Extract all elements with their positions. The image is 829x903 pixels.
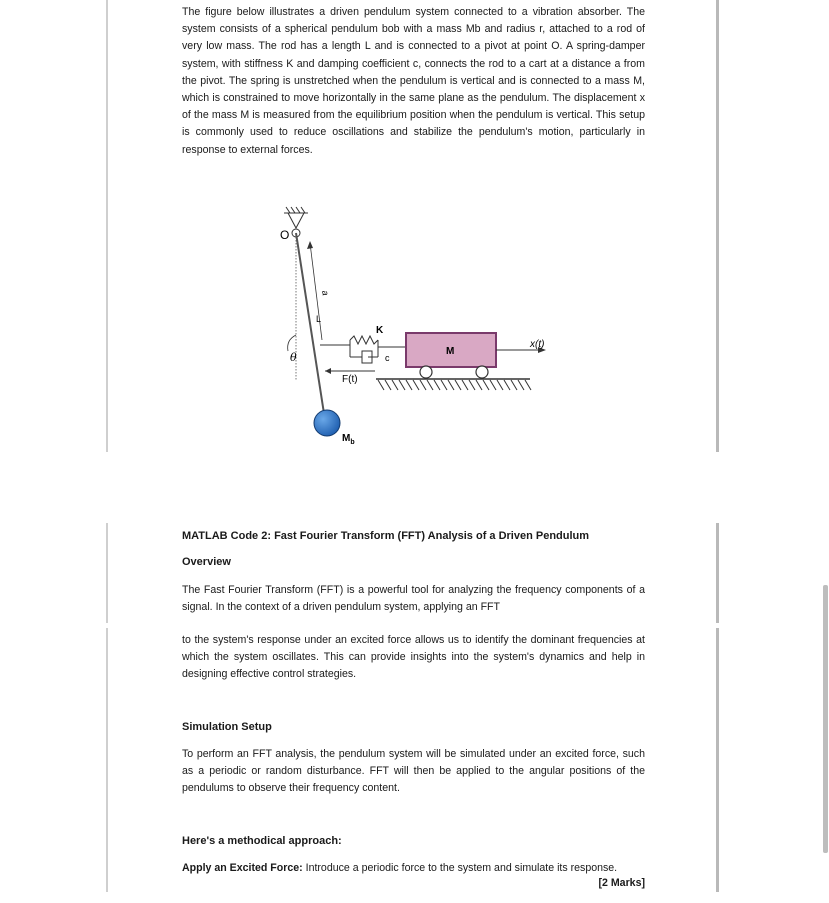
damper-label: c bbox=[385, 353, 390, 363]
page2-right-border bbox=[716, 523, 719, 623]
approach-heading: Here's a methodical approach: bbox=[182, 835, 342, 847]
distance-label: a bbox=[320, 289, 331, 297]
ground-hatching bbox=[378, 380, 531, 390]
step1-text: Introduce a periodic force to the system and simulate its response. bbox=[302, 862, 618, 874]
step1-marks: [2 Marks] bbox=[598, 877, 645, 889]
angle-arc bbox=[288, 335, 296, 351]
simulation-heading: Simulation Setup bbox=[182, 721, 272, 733]
page3-left-border bbox=[106, 628, 108, 892]
step1-label: Apply an Excited Force: bbox=[182, 862, 303, 874]
simulation-text: To perform an FFT analysis, the pendulum system will be simulated under an excited force, such as a periodic or random disturbance. FFT will then be applied to the angular positions of the pendulums to observe their frequency content. bbox=[182, 748, 645, 795]
page1-left-border bbox=[106, 0, 108, 452]
angle-label: θ bbox=[290, 351, 297, 364]
step1 bbox=[182, 860, 645, 877]
page1-right-border bbox=[716, 0, 719, 452]
force-label: F(t) bbox=[342, 374, 358, 385]
mass-label: M bbox=[446, 346, 455, 357]
cart-wheel-left bbox=[420, 366, 432, 378]
pendulum-bob bbox=[314, 410, 340, 436]
overview-part2: to the system's response under an excited force allows us to identify the dominant frequencies at which the system oscillates. This can provide insights into the system's dynamics and help in designing effective control strategies. bbox=[182, 634, 645, 681]
spring bbox=[350, 336, 378, 344]
page2-left-border bbox=[106, 523, 108, 623]
overview-heading: Overview bbox=[182, 556, 231, 568]
bob-label: $M_b$ bbox=[342, 433, 355, 446]
section-title: MATLAB Code 2: Fast Fourier Transform (FFT) Analysis of a Driven Pendulum bbox=[182, 530, 590, 542]
damper bbox=[350, 351, 378, 363]
page3-right-border bbox=[716, 628, 719, 892]
pivot-label: O bbox=[280, 228, 290, 242]
intro-paragraph: The figure below illustrates a driven pendulum system connected to a vibration absorber. The system consists of a spherical pendulum bob with a mass Mb and radius r, attached to a rod of very low mass. The rod has a length L and is connected to a pivot at point O. A spring-damper system, with stiffness K and damping coefficient c, connects the rod to a cart at a distance a from the pivot. The spring is unstretched when the pendulum is vertical and is connected to a mass M, which is constrained to move horizontally in the same plane as the pendulum. The displacement x of the mass M is measured from the equilibrium position when the pendulum is vertical. This setup is commonly used to reduce oscillations and stabilize the pendulum's motion, particularly in response to external forces. bbox=[182, 6, 645, 156]
pendulum-diagram bbox=[230, 195, 560, 450]
spring-label: K bbox=[376, 325, 384, 336]
scrollbar-thumb[interactable] bbox=[823, 585, 828, 853]
overview-part1: The Fast Fourier Transform (FFT) is a powerful tool for analyzing the frequency components of a signal. In the context of a driven pendulum system, applying an FFT bbox=[182, 584, 645, 614]
displacement-label: x(t) bbox=[530, 339, 545, 350]
pivot-support bbox=[284, 207, 308, 228]
length-label: L bbox=[316, 314, 322, 324]
cart-wheel-right bbox=[476, 366, 488, 378]
pendulum-figure bbox=[230, 195, 560, 450]
